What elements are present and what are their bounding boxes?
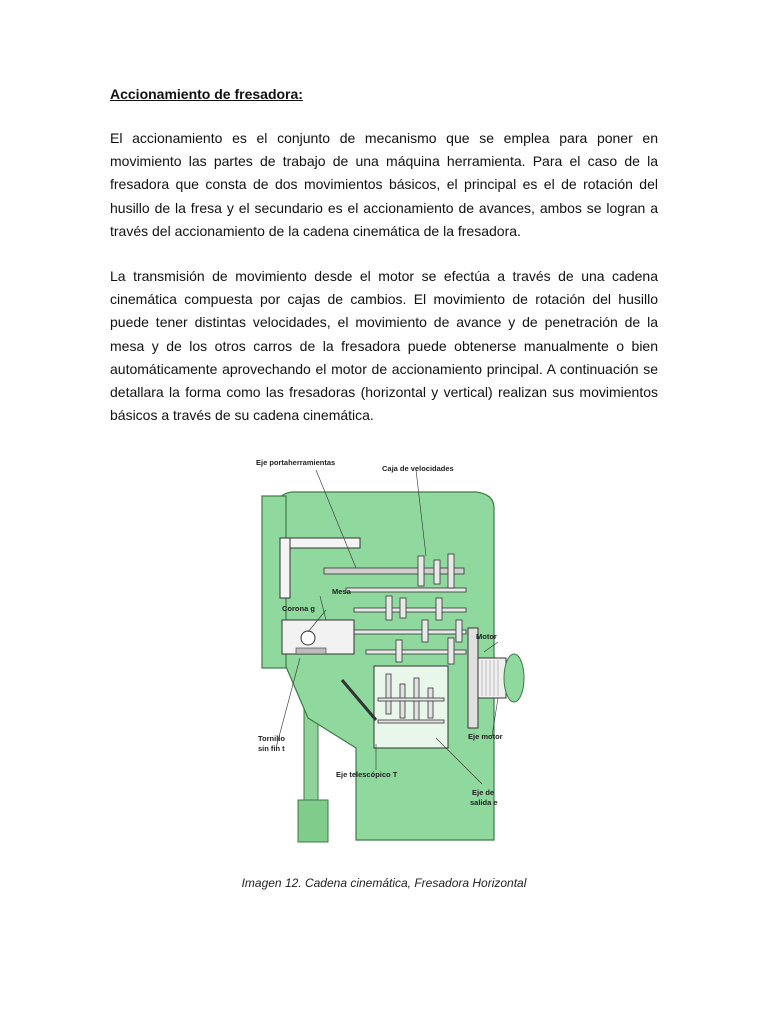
label-motor: Motor: [476, 632, 497, 641]
label-caja-velocidades: Caja de velocidades: [382, 464, 454, 473]
label-corona: Corona g: [282, 604, 315, 613]
label-eje-salida-line1: Eje de: [472, 788, 495, 797]
label-eje-portaherramientas: Eje portaherramientas: [256, 458, 336, 467]
label-eje-telescopico: Eje telescópico T: [336, 770, 398, 779]
figure-caption: Imagen 12. Cadena cinemática, Fresadora Horizontal: [241, 876, 527, 890]
label-tornillo-line1: Tornillo: [258, 734, 285, 743]
milling-machine-figure: [236, 448, 526, 868]
label-tornillo-line2: sin fin t: [258, 744, 285, 753]
label-mesa: Mesa: [332, 587, 351, 596]
label-eje-motor: Eje motor: [468, 732, 503, 741]
paragraph-1: El accionamiento es el conjunto de mecanismo que se emplea para poner en movimiento las partes de trabajo de una máquina herramienta. Para el caso de la fresadora que consta de dos movimientos básicos, el principal es el de rotación del husillo de la fresa y el secundario es el accionamiento de avances, ambos se logran a través del accionamiento de la cadena cinemática de la fresadora.: [110, 130, 658, 239]
paragraph-2: La transmisión de movimiento desde el motor se efectúa a través de una cadena cinemática compuesta por cajas de cambios. El movimiento de rotación del husillo puede tener distintas velocidades, el movimiento de avance y de penetración de la mesa y de los otros carros de la fresadora puede obtenerse manualmente o bien automáticamente aprovechando el motor de accionamiento principal. A continuación se detallara la forma como las fresadoras (horizontal y vertical) realizan sus movimientos básicos a través de su cadena cinemática.: [110, 268, 658, 424]
label-eje-salida-line2: salida e: [470, 798, 498, 807]
section-heading: Accionamiento de fresadora:: [110, 86, 303, 102]
